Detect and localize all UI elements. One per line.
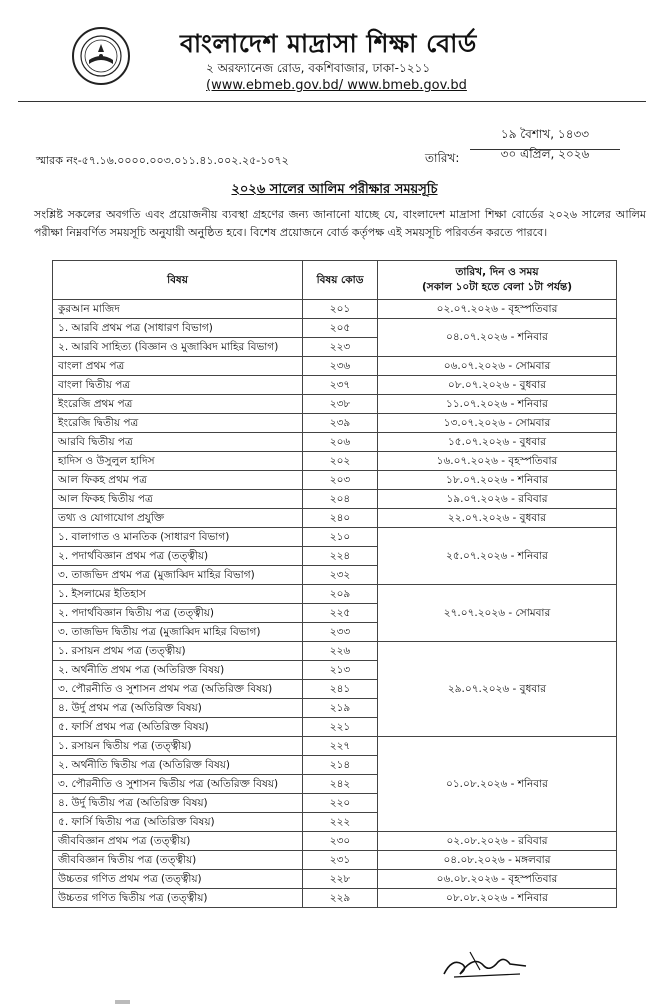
code-cell: ২২০	[303, 794, 378, 813]
table-row	[53, 737, 617, 756]
header-divider	[18, 101, 646, 102]
table-row	[53, 889, 617, 908]
subject-cell: ১. বালাগাত ও মানতিক (সাধারণ বিভাগ)	[53, 528, 303, 547]
code-cell: ২২৬	[303, 642, 378, 661]
datetime-header-label: তারিখ, দিন ও সময়	[455, 266, 539, 278]
subject-header: বিষয়	[53, 261, 303, 300]
subject-cell: বাংলা দ্বিতীয় পত্র	[53, 376, 303, 395]
table-row	[53, 528, 617, 547]
schedule-body	[53, 300, 617, 908]
subject-cell: ১. রসায়ন দ্বিতীয় পত্র (তত্ত্বীয়)	[53, 737, 303, 756]
date-cell: ২৫.০৭.২০২৬ - শনিবার	[378, 528, 617, 585]
code-cell: ২২৪	[303, 547, 378, 566]
code-cell: ২২৫	[303, 604, 378, 623]
code-cell: ২২৩	[303, 338, 378, 357]
subject-cell: উচ্চতর গণিত দ্বিতীয় পত্র (তত্ত্বীয়)	[53, 889, 303, 908]
date-cell: ১৮.০৭.২০২৬ - শনিবার	[378, 471, 617, 490]
subject-cell: ৫. ফার্সি প্রথম পত্র (অতিরিক্ত বিষয়)	[53, 718, 303, 737]
code-cell: ২১০	[303, 528, 378, 547]
code-cell: ২৩৯	[303, 414, 378, 433]
subject-cell: ৩. পৌরনীতি ও সুশাসন দ্বিতীয় পত্র (অতিরিক্ত বিষয়)	[53, 775, 303, 794]
code-cell: ২৪২	[303, 775, 378, 794]
signature-icon	[440, 944, 530, 982]
table-row	[53, 642, 617, 661]
subject-cell: ২. অর্থনীতি দ্বিতীয় পত্র (অতিরিক্ত বিষয়)	[53, 756, 303, 775]
date-cell: ১৯.০৭.২০২৬ - রবিবার	[378, 490, 617, 509]
code-cell: ২০৩	[303, 471, 378, 490]
date-cell: ০২.০৮.২০২৬ - রবিবার	[378, 832, 617, 851]
date-cell: ০৮.০৮.২০২৬ - শনিবার	[378, 889, 617, 908]
code-cell: ২২৮	[303, 870, 378, 889]
subject-cell: ৩. তাজভিদ প্রথম পত্র (মুজাব্বিদ মাহির বিভাগ)	[53, 566, 303, 585]
date-cell: ১৩.০৭.২০২৬ - সোমবার	[378, 414, 617, 433]
date-cell: ০৮.০৭.২০২৬ - বুধবার	[378, 376, 617, 395]
subject-cell: বাংলা প্রথম পত্র	[53, 357, 303, 376]
code-cell: ২৩৮	[303, 395, 378, 414]
memo-number: স্মারক নং-৫৭.১৬.০০০০.০০৩.০১১.৪১.০০২.২৫-১০৭২	[36, 154, 289, 167]
subject-cell: ৩. পৌরনীতি ও সুশাসন প্রথম পত্র (অতিরিক্ত বিষয়)	[53, 680, 303, 699]
subject-cell: ১. ইসলামের ইতিহাস	[53, 585, 303, 604]
date-cell: ০৬.০৭.২০২৬ - সোমবার	[378, 357, 617, 376]
subject-cell: ইংরেজি দ্বিতীয় পত্র	[53, 414, 303, 433]
table-row	[53, 585, 617, 604]
date-cell: ১১.০৭.২০২৬ - শনিবার	[378, 395, 617, 414]
date-label: তারিখ:	[425, 151, 460, 165]
code-cell: ২৪০	[303, 509, 378, 528]
code-cell: ২১৯	[303, 699, 378, 718]
table-row	[53, 376, 617, 395]
code-cell: ২০৫	[303, 319, 378, 338]
code-header: বিষয় কোড	[303, 261, 378, 300]
code-cell: ২৩৩	[303, 623, 378, 642]
date-cell: ০১.০৮.২০২৬ - শনিবার	[378, 737, 617, 832]
subject-cell: উচ্চতর গণিত প্রথম পত্র (তত্ত্বীয়)	[53, 870, 303, 889]
subject-cell: ৫. ফার্সি দ্বিতীয় পত্র (অতিরিক্ত বিষয়)	[53, 813, 303, 832]
code-cell: ২০৯	[303, 585, 378, 604]
table-row	[53, 509, 617, 528]
subject-cell: ইংরেজি প্রথম পত্র	[53, 395, 303, 414]
subject-cell: তথ্য ও যোগাযোগ প্রযুক্তি	[53, 509, 303, 528]
code-cell: ২৩৭	[303, 376, 378, 395]
code-cell: ২০৬	[303, 433, 378, 452]
table-row	[53, 319, 617, 338]
code-cell: ২২২	[303, 813, 378, 832]
subject-cell: কুরআন মাজিদ	[53, 300, 303, 319]
date-cell: ০২.০৭.২০২৬ - বৃহস্পতিবার	[378, 300, 617, 319]
code-cell: ২২৭	[303, 737, 378, 756]
code-cell: ২০২	[303, 452, 378, 471]
subject-cell: ২. পদার্থবিজ্ঞান প্রথম পত্র (তত্ত্বীয়)	[53, 547, 303, 566]
subject-cell: জীববিজ্ঞান দ্বিতীয় পত্র (তত্ত্বীয়)	[53, 851, 303, 870]
code-cell: ২০৪	[303, 490, 378, 509]
document-title-text: ২০২৬ সালের আলিম পরীক্ষার সময়সূচি	[231, 182, 438, 197]
table-row	[53, 471, 617, 490]
table-header-row	[53, 261, 617, 300]
code-cell: ২৩০	[303, 832, 378, 851]
document-title	[0, 180, 669, 201]
date-cell: ২৭.০৭.২০২৬ - সোমবার	[378, 585, 617, 642]
code-cell: ২৩৬	[303, 357, 378, 376]
date-bengali: ১৯ বৈশাখ, ১৪৩৩	[470, 126, 620, 150]
table-row	[53, 832, 617, 851]
code-cell: ২৪১	[303, 680, 378, 699]
table-row	[53, 433, 617, 452]
time-note: (সকাল ১০টা হতে বেলা ১টা পর্যন্ত)	[421, 281, 572, 293]
subject-cell: ৪. উর্দু প্রথম পত্র (অতিরিক্ত বিষয়)	[53, 699, 303, 718]
subject-cell: ২. আরবি সাহিত্য (বিজ্ঞান ও মুজাব্বিদ মাহির বিভাগ)	[53, 338, 303, 357]
subject-cell: ২. অর্থনীতি প্রথম পত্র (অতিরিক্ত বিষয়)	[53, 661, 303, 680]
code-cell: ২১৩	[303, 661, 378, 680]
table-row	[53, 452, 617, 471]
datetime-header	[378, 261, 617, 300]
table-row	[53, 490, 617, 509]
code-cell: ২২১	[303, 718, 378, 737]
subject-cell: ২. পদার্থবিজ্ঞান দ্বিতীয় পত্র (তত্ত্বীয়)	[53, 604, 303, 623]
table-row	[53, 395, 617, 414]
date-cell: ০৬.০৮.২০২৬ - বৃহস্পতিবার	[378, 870, 617, 889]
date-cell: ১৬.০৭.২০২৬ - বৃহস্পতিবার	[378, 452, 617, 471]
board-seal-icon	[71, 26, 131, 86]
code-cell: ২১৪	[303, 756, 378, 775]
table-row	[53, 300, 617, 319]
code-cell: ২২৯	[303, 889, 378, 908]
table-row	[53, 414, 617, 433]
subject-cell: ৩. তাজভিদ দ্বিতীয় পত্র (মুজাব্বিদ মাহির বিভাগ)	[53, 623, 303, 642]
date-cell: ০৪.০৮.২০২৬ - মঙ্গলবার	[378, 851, 617, 870]
code-cell: ২৩২	[303, 566, 378, 585]
code-cell: ২৩১	[303, 851, 378, 870]
code-cell: ২০১	[303, 300, 378, 319]
table-row	[53, 870, 617, 889]
subject-cell: আল ফিকহ দ্বিতীয় পত্র	[53, 490, 303, 509]
footer-mark	[115, 1000, 130, 1004]
date-cell: ০৪.০৭.২০২৬ - শনিবার	[378, 319, 617, 357]
subject-cell: ১. রসায়ন প্রথম পত্র (তত্ত্বীয়)	[53, 642, 303, 661]
exam-schedule-table	[52, 260, 617, 908]
board-address: ২ অরফ্যানেজ রোড, বকশিবাজার, ঢাকা-১২১১	[206, 61, 431, 75]
subject-cell: আল ফিকহ প্রথম পত্র	[53, 471, 303, 490]
date-cell: ২২.০৭.২০২৬ - বুধবার	[378, 509, 617, 528]
subject-cell: জীববিজ্ঞান প্রথম পত্র (তত্ত্বীয়)	[53, 832, 303, 851]
subject-cell: হাদিস ও উসুলুল হাদিস	[53, 452, 303, 471]
table-row	[53, 851, 617, 870]
date-gregorian: ৩০ এপ্রিল, ২০২৬	[500, 147, 590, 161]
subject-cell: আরবি দ্বিতীয় পত্র	[53, 433, 303, 452]
subject-cell: ১. আরবি প্রথম পত্র (সাধারণ বিভাগ)	[53, 319, 303, 338]
board-websites-link[interactable]: (www.ebmeb.gov.bd/ www.bmeb.gov.bd	[206, 78, 467, 93]
date-cell: ১৫.০৭.২০২৬ - বুধবার	[378, 433, 617, 452]
board-name: বাংলাদেশ মাদ্রাসা শিক্ষা বোর্ড	[180, 29, 477, 58]
intro-paragraph: সংশ্লিষ্ট সকলের অবগতি এবং প্রয়োজনীয় ব্যবস্থা গ্রহণের জন্য জানানো যাচ্ছে যে, বাংলাদেশ মাদ্রাসা শিক্ষা বোর্ডের ২০২৬ সালের আলিম পরীক্ষা নিম্নবর্ণিত সময়সূচি অনুযায়ী অনুষ্ঠিত হবে। বিশেষ প্রয়োজনে বোর্ড কর্তৃপক্ষ এই সময়সূচি পরিবর্তন করতে পারবে।	[34, 208, 646, 239]
subject-cell: ৪. উর্দু দ্বিতীয় পত্র (অতিরিক্ত বিষয়)	[53, 794, 303, 813]
table-row	[53, 357, 617, 376]
date-cell: ২৯.০৭.২০২৬ - বুধবার	[378, 642, 617, 737]
